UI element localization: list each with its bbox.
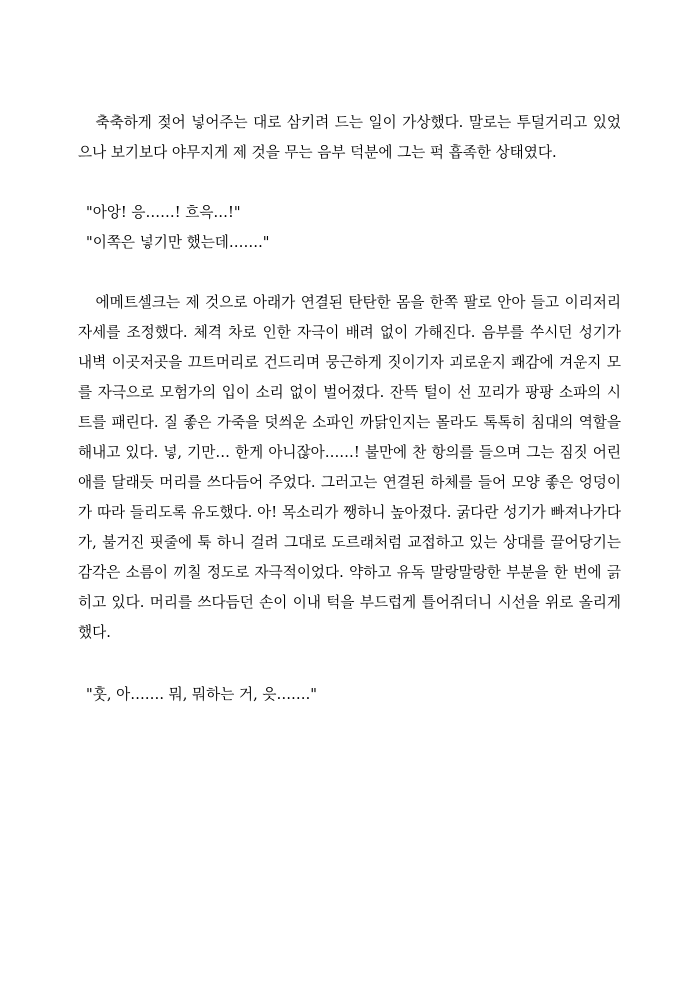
paragraph-spacer [78,648,621,680]
page-content [78,108,621,710]
paragraph-spacer [78,258,621,288]
dialogue-line: "훗, 아……. 뭐, 뭐하는 거, 읏……." [86,686,317,703]
body-paragraph: 에메트셀크는 제 것으로 아래가 연결된 탄탄한 몸을 한쪽 팔로 안아 들고 이리저리 자세를 조정했다. 체격 차로 인한 자극이 배려 없이 가해진다. 음부를 쑤시던 성기가 내벽 이곳저곳을 끄트머리로 건드리며 뭉근하게 짓이기자 괴로운지 쾌감에 겨운지 모를 자극으로 모험가의 입이 소리 없이 벌어졌다. 잔뜩 털이 선 꼬리가 팡팡 소파의 시트를 패린다. 질 좋은 가죽을 덧씌운 소파인 까닭인지는 몰라도 톡톡히 침대의 역할을 해내고 있다. 넣, 기만… 한게 아니잖아……! 불만에 찬 항의를 들으며 그는 짐짓 어린애를 달래듯 머리를 쓰다듬어 주었다. 그러고는 연결된 하체를 들어 모양 좋은 엉덩이가 따라 들리도록 유도했다. 아! 목소리가 쨍하니 높아졌다. 굵다란 성기가 빠져나가다가, 불거진 핏줄에 툭 하니 걸려 그대로 도르래처럼 교접하고 있는 상대를 끌어당기는 감각은 소름이 끼칠 정도로 자극적이었다. 약하고 유독 말랑말랑한 부분을 한 번에 긁히고 있다. 머리를 쓰다듬던 손이 이내 턱을 부드럽게 틀어쥐더니 시선을 위로 올리게 했다. [78,294,621,641]
body-paragraph: 축축하게 젖어 넣어주는 대로 삼키려 드는 일이 가상했다. 말로는 투덜거리고 있었으나 보기보다 야무지게 제 것을 무는 음부 덕분에 그는 퍽 흡족한 상태였다. [78,114,621,161]
paragraph-spacer [78,168,621,198]
dialogue-line: "아앙! 응……! 흐윽…!" [86,204,241,221]
dialogue-line: "이쪽은 넣기만 했는데……." [86,234,270,251]
